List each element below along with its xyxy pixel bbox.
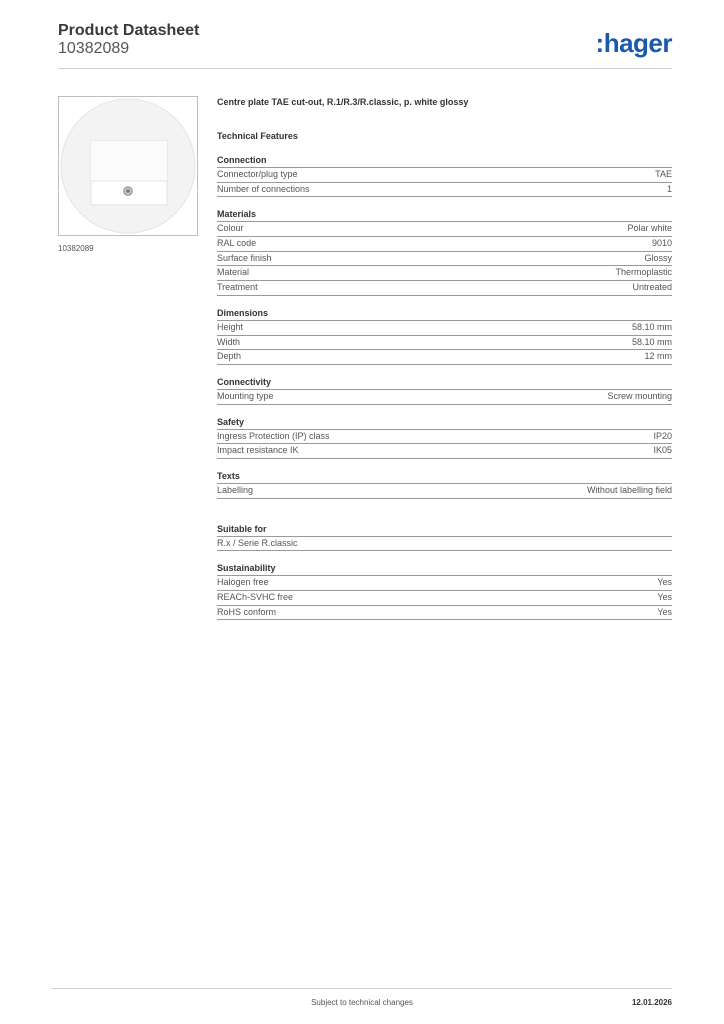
feature-sections	[217, 154, 672, 620]
product-photo-icon	[59, 97, 197, 235]
feature-row	[217, 444, 672, 459]
section-title: Safety	[217, 416, 672, 430]
feature-row	[217, 390, 672, 405]
feature-row	[217, 281, 672, 296]
feature-row	[217, 484, 672, 499]
hager-logo: :hager	[595, 28, 672, 58]
feature-value: IK05	[653, 445, 672, 456]
footer-date: 12.01.2026	[631, 998, 672, 1007]
feature-value: Screw mounting	[607, 390, 672, 401]
image-caption: 10382089	[58, 244, 94, 253]
section-title: Materials	[217, 208, 672, 222]
feature-label: Impact resistance IK	[217, 445, 299, 456]
feature-label: R.x / Serie R.classic	[217, 537, 298, 548]
section-title: Suitable for	[217, 523, 672, 537]
feature-label: Connector/plug type	[217, 169, 298, 179]
section-dimensions	[217, 307, 672, 365]
feature-row	[217, 266, 672, 281]
feature-value: Yes	[657, 606, 672, 617]
feature-label: Width	[217, 336, 241, 347]
section-safety	[217, 416, 672, 459]
header-divider	[58, 68, 672, 69]
feature-row	[217, 168, 672, 183]
section-texts	[217, 470, 672, 499]
feature-value: 12 mm	[644, 351, 672, 362]
feature-value: 58.10 mm	[631, 321, 672, 332]
technical-features-heading: Technical Features	[217, 131, 298, 141]
section-sustainability	[217, 562, 672, 620]
feature-row	[217, 430, 672, 445]
feature-value: Polar white	[627, 223, 672, 234]
page-title: Product Datasheet	[58, 22, 200, 39]
feature-label: Ingress Protection (IP) class	[217, 430, 330, 441]
feature-label: Mounting type	[217, 390, 274, 401]
feature-row	[217, 606, 672, 621]
feature-label: RAL code	[217, 238, 257, 249]
feature-row	[217, 321, 672, 336]
feature-label: Treatment	[217, 282, 258, 293]
feature-row	[217, 222, 672, 237]
feature-row	[217, 252, 672, 267]
section-title: Texts	[217, 470, 672, 484]
section-suitable-for	[217, 523, 672, 552]
feature-label: Number of connections	[217, 183, 310, 194]
feature-row	[217, 237, 672, 252]
section-title: Sustainability	[217, 562, 672, 576]
feature-value: 9010	[651, 238, 672, 249]
feature-label: Height	[217, 321, 244, 332]
feature-label: RoHS conform	[217, 606, 277, 617]
feature-value: Thermoplastic	[615, 267, 672, 278]
product-number: 10382089	[58, 40, 130, 57]
feature-row	[217, 576, 672, 591]
product-image	[58, 96, 198, 236]
feature-value: Glossy	[644, 252, 672, 263]
product-title: Centre plate TAE cut-out, R.1/R.3/R.classic, p. white glossy	[217, 97, 469, 107]
feature-value: 58.10 mm	[631, 336, 672, 347]
footer-divider	[52, 988, 672, 989]
section-title: Connectivity	[217, 376, 672, 390]
datasheet-content	[217, 95, 672, 620]
feature-label: Depth	[217, 351, 242, 362]
feature-value: IP20	[653, 430, 672, 441]
feature-label: REACh-SVHC free	[217, 592, 294, 602]
feature-value: Yes	[657, 577, 672, 588]
feature-row	[217, 350, 672, 365]
feature-row	[217, 336, 672, 351]
feature-value: Untreated	[632, 282, 672, 293]
feature-label: Colour	[217, 223, 244, 234]
feature-label: Halogen free	[217, 577, 269, 588]
section-title: Connection	[217, 154, 672, 168]
feature-row	[217, 591, 672, 606]
section-connectivity	[217, 376, 672, 405]
feature-label: Labelling	[217, 484, 254, 495]
section-title: Dimensions	[217, 307, 672, 321]
footer-note: Subject to technical changes	[311, 998, 413, 1007]
section-materials	[217, 208, 672, 295]
feature-label: Surface finish	[217, 252, 272, 263]
section-connection	[217, 154, 672, 197]
feature-label: Material	[217, 267, 250, 278]
feature-row	[217, 183, 672, 198]
feature-value: 1	[666, 183, 672, 194]
feature-value: Yes	[657, 592, 672, 602]
feature-value: Without labelling field	[586, 484, 672, 495]
feature-row	[217, 537, 672, 552]
feature-value: TAE	[655, 169, 672, 179]
